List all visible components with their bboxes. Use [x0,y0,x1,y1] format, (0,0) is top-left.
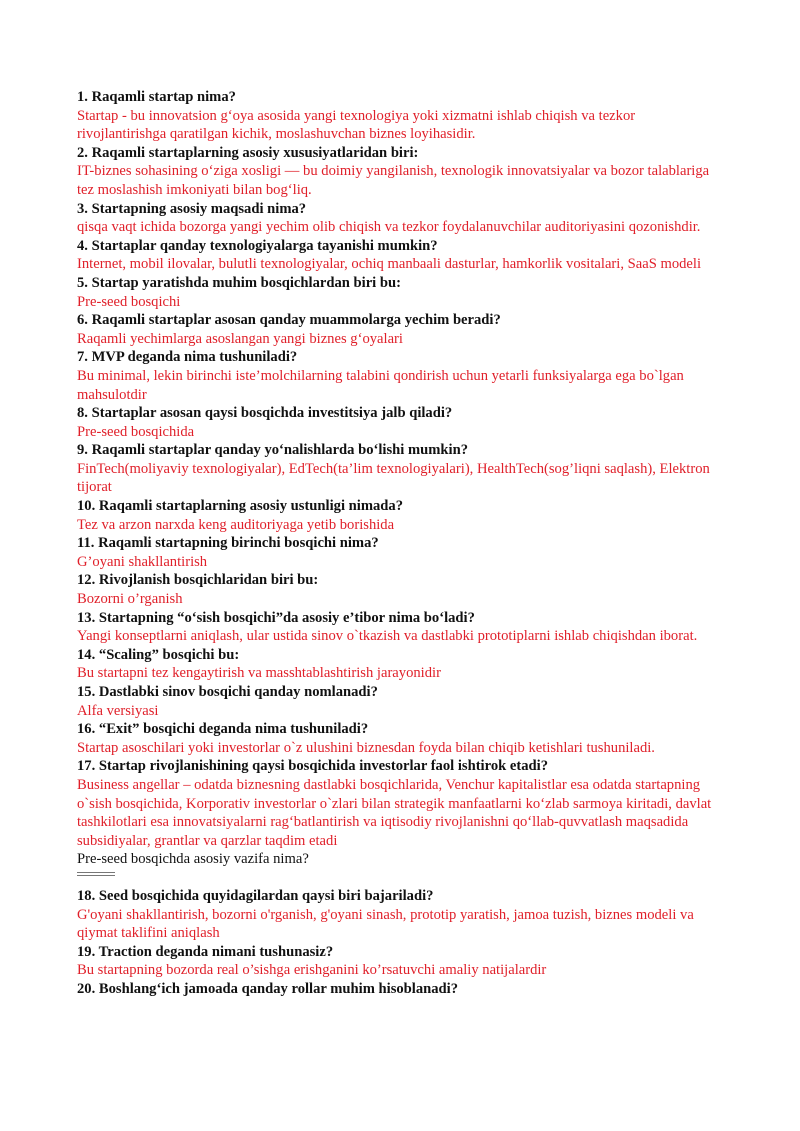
answer-1: Startap - bu innovatsion g‘oya asosida yangi texnologiya yoki xizmatni ishlab chiqish va tezkor rivojlantirishga qaratilgan kichik, moslashuvchan biznes loyihasidir. [77,107,636,143]
answer-9: FinTech(moliyaviy texnologiyalar), EdTech(ta’lim texnologiyalari), HealthTech(sog’liqni saqlash), Elektron tijorat [77,460,710,496]
answer-10: Tez va arzon narxda keng auditoriyaga yetib borishida [77,516,395,533]
answer-7: Bu minimal, lekin birinchi iste’molchilarning talabini qondirish uchun yetarli funksiyalarga ega bo`lgan mahsulotdir [77,367,684,403]
answer-6: Raqamli yechimlarga asoslangan yangi biznes g‘oyalari [77,330,403,347]
question-14: 14. “Scaling” bosqichi bu: [77,646,240,663]
answer-2: IT-biznes sohasining o‘ziga xosligi — bu doimiy yangilanish, texnologik innovatsiyalar va bozor talablariga tez moslashish imkoniyati bilan bog‘liq. [77,163,710,198]
question-4: 4. Startaplar qanday texnologiyalarga tayanishi mumkin? [77,237,438,254]
answer-14: Bu startapni tez kengaytirish va masshtablashtirish jarayonidir [77,665,441,682]
question-1: 1. Raqamli startap nima? [77,89,236,105]
question-8: 8. Startaplar asosan qaysi bosqichda investitsiya jalb qiladi? [77,405,453,422]
question-10: 10. Raqamli startaplarning asosiy ustunligi nimada? [77,498,403,515]
answer-18: G'oyani shakllantirish, bozorni o'rganish, g'oyani sinash, prototip yaratish, jamoa tuzish, biznes modeli va qiymat taklifini aniqlash [77,906,694,942]
question-2: 2. Raqamli startaplarning asosiy xususiyatlaridan biri: [77,144,419,161]
plain-question-text: Pre-seed bosqichda asosiy vazifa nima? [77,851,309,868]
answer-5: Pre-seed bosqichi [77,293,181,310]
question-16: 16. “Exit” bosqichi deganda nima tushuniladi? [77,721,369,738]
answer-4: Internet, mobil ilovalar, bulutli texnologiyalar, ochiq manbaali dasturlar, hamkorlik vositalari, SaaS modeli [77,256,702,273]
answer-16: Startap asoschilari yoki investorlar o`z ulushini biznesdan foyda bilan chiqib ketishlari tushuniladi. [77,739,655,756]
answer-15: Alfa versiyasi [77,702,159,719]
question-3: 3. Startapning asosiy maqsadi nima? [77,200,307,217]
question-9: 9. Raqamli startaplar qanday yo‘nalishlarda bo‘lishi mumkin? [77,442,469,459]
question-7: 7. MVP deganda nima tushuniladi? [77,349,298,366]
answer-3: qisqa vaqt ichida bozorga yangi yechim olib chiqish va tezkor foydalanuvchilar auditoriyasini qozonishdir. [77,219,701,236]
answer-13: Yangi konseptlarni aniqlash, ular ustida sinov o`tkazish va dastlabki prototiplarni ishlab chiqishdan iborat. [77,628,698,645]
question-17: 17. Startap rivojlanishining qaysi bosqichida investorlar faol ishtirok etadi? [77,758,548,775]
question-12: 12. Rivojlanish bosqichlaridan biri bu: [77,572,319,589]
question-6: 6. Raqamli startaplar asosan qanday muammolarga yechim beradi? [77,312,501,329]
question-13: 13. Startapning “o‘sish bosqichi”da asosiy e’tibor nima bo‘ladi? [77,609,475,626]
document-page [77,88,727,999]
question-5: 5. Startap yaratishda muhim bosqichlardan biri bu: [77,274,401,291]
answer-19: Bu startapning bozorda real o’sishga erishganini ko’rsatuvchi amaliy natijalardir [77,962,547,979]
answer-8: Pre-seed bosqichida [77,423,195,440]
question-11: 11. Raqamli startapning birinchi bosqichi nima? [77,535,379,552]
answer-17: Business angellar – odatda biznesning dastlabki bosqichlarida, Venchur kapitalistlar esa odatda startapning o`sish bosqichida, Korporativ investorlar o`zlari bilan strategik manfaatlarni ko‘zlab sarmoya kiritadi, davlat tashkilotlari esa innovatsiyalarni rag‘batlantirish va iqtisodiy rivojlanishni qo‘llab-quvvatlash maqsadida subsidiyalar, grantlar va qarzlar taqdim etadi [77,776,712,849]
question-19: 19. Traction deganda nimani tushunasiz? [77,943,334,960]
answer-12: Bozorni o’rganish [77,591,183,608]
question-20: 20. Boshlang‘ich jamoada qanday rollar muhim hisoblanadi? [77,980,459,997]
answer-11: G’oyani shakllantirish [77,553,208,570]
question-18: 18. Seed bosqichida quyidagilardan qaysi biri bajariladi? [77,887,434,904]
double-rule-divider [77,872,115,876]
question-15: 15. Dastlabki sinov bosqichi qanday nomlanadi? [77,684,378,700]
